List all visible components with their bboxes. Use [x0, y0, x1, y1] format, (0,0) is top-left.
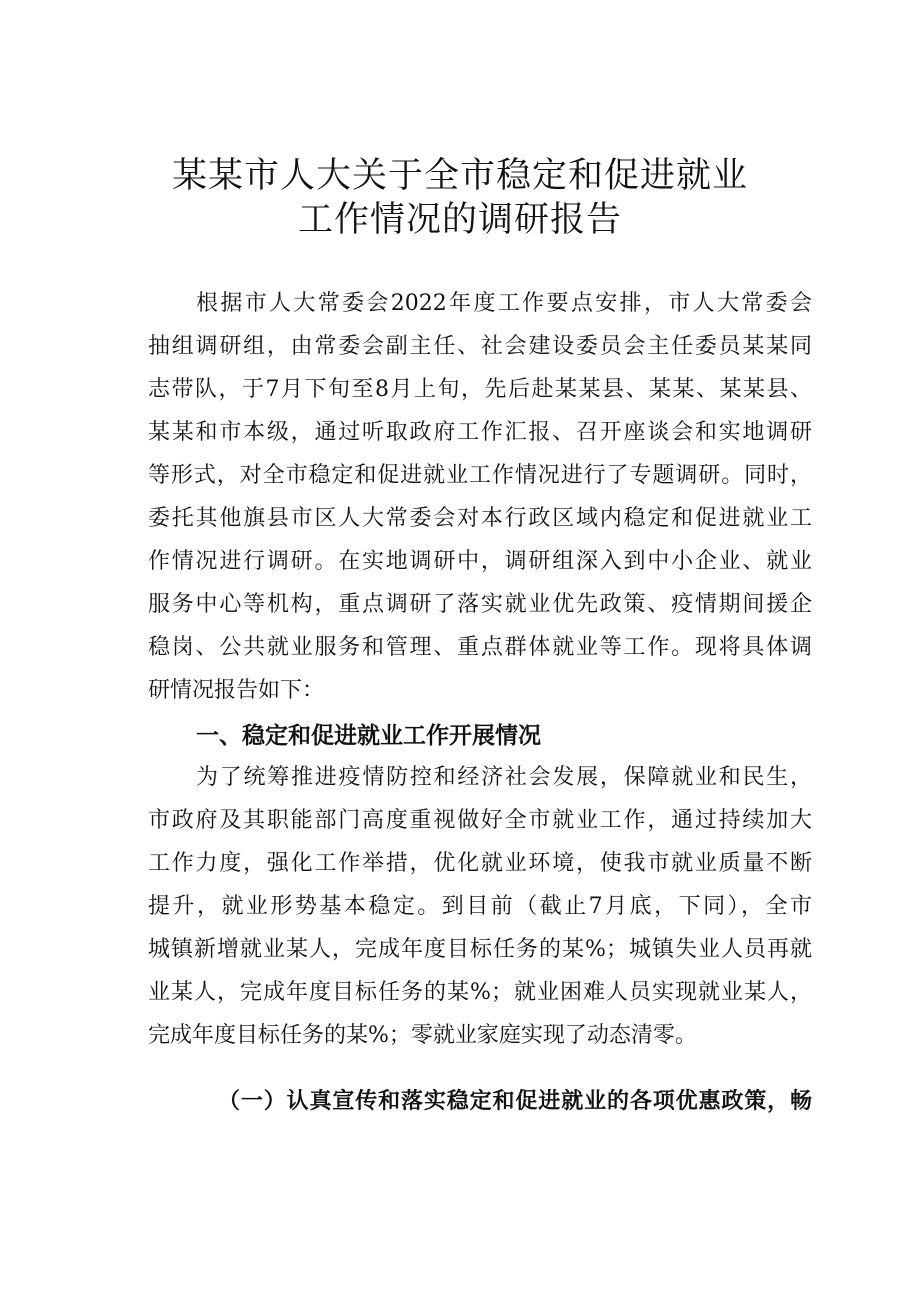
intro-paragraph-line: 根据市人大常委会2022年度工作要点安排，市人大常委会 — [196, 291, 812, 316]
intro-paragraph-line: 某某和市本级，通过听取政府工作汇报、召开座谈会和实地调研 — [148, 420, 812, 445]
section-heading: 一、稳定和促进就业工作开展情况 — [196, 723, 541, 749]
intro-paragraph-line: 研情况报告如下： — [148, 678, 325, 703]
document-title-line-2: 工作情况的调研报告 — [297, 200, 622, 240]
intro-paragraph-line: 志带队，于7月下旬至8月上旬，先后赴某某县、某某、某某县、 — [148, 377, 812, 402]
intro-paragraph-line: 服务中心等机构，重点调研了落实就业优先政策、疫情期间援企 — [148, 592, 812, 617]
intro-paragraph-line: 委托其他旗县市区人大常委会对本行政区域内稳定和促进就业工 — [148, 506, 812, 531]
intro-paragraph-line: 抽组调研组，由常委会副主任、社会建设委员会主任委员某某同 — [148, 334, 812, 359]
section-paragraph-line: 为了统筹推进疫情防控和经济社会发展，保障就业和民生， — [196, 765, 812, 790]
section-paragraph-line: 完成年度目标任务的某%；零就业家庭实现了动态清零。 — [148, 1023, 697, 1048]
section-paragraph-line: 市政府及其职能部门高度重视做好全市就业工作，通过持续加大 — [148, 808, 812, 833]
intro-paragraph-line: 等形式，对全市稳定和促进就业工作情况进行了专题调研。同时， — [148, 463, 812, 488]
document-title-line-1: 某某市人大关于全市稳定和促进就业 — [171, 156, 748, 196]
section-paragraph-line: 工作力度，强化工作举措，优化就业环境，使我市就业质量不断 — [148, 851, 812, 876]
section-paragraph-line: 业某人，完成年度目标任务的某%；就业困难人员实现就业某人， — [148, 980, 812, 1005]
intro-paragraph-line: 作情况进行调研。在实地调研中，调研组深入到中小企业、就业 — [148, 549, 812, 574]
subsection-heading: （一）认真宣传和落实稳定和促进就业的各项优惠政策，畅 — [218, 1088, 812, 1114]
section-paragraph-line: 城镇新增就业某人，完成年度目标任务的某%；城镇失业人员再就 — [148, 937, 812, 962]
section-paragraph-line: 提升，就业形势基本稳定。到目前（截止7月底，下同），全市 — [148, 894, 812, 919]
intro-paragraph-line: 稳岗、公共就业服务和管理、重点群体就业等工作。现将具体调 — [148, 635, 812, 660]
